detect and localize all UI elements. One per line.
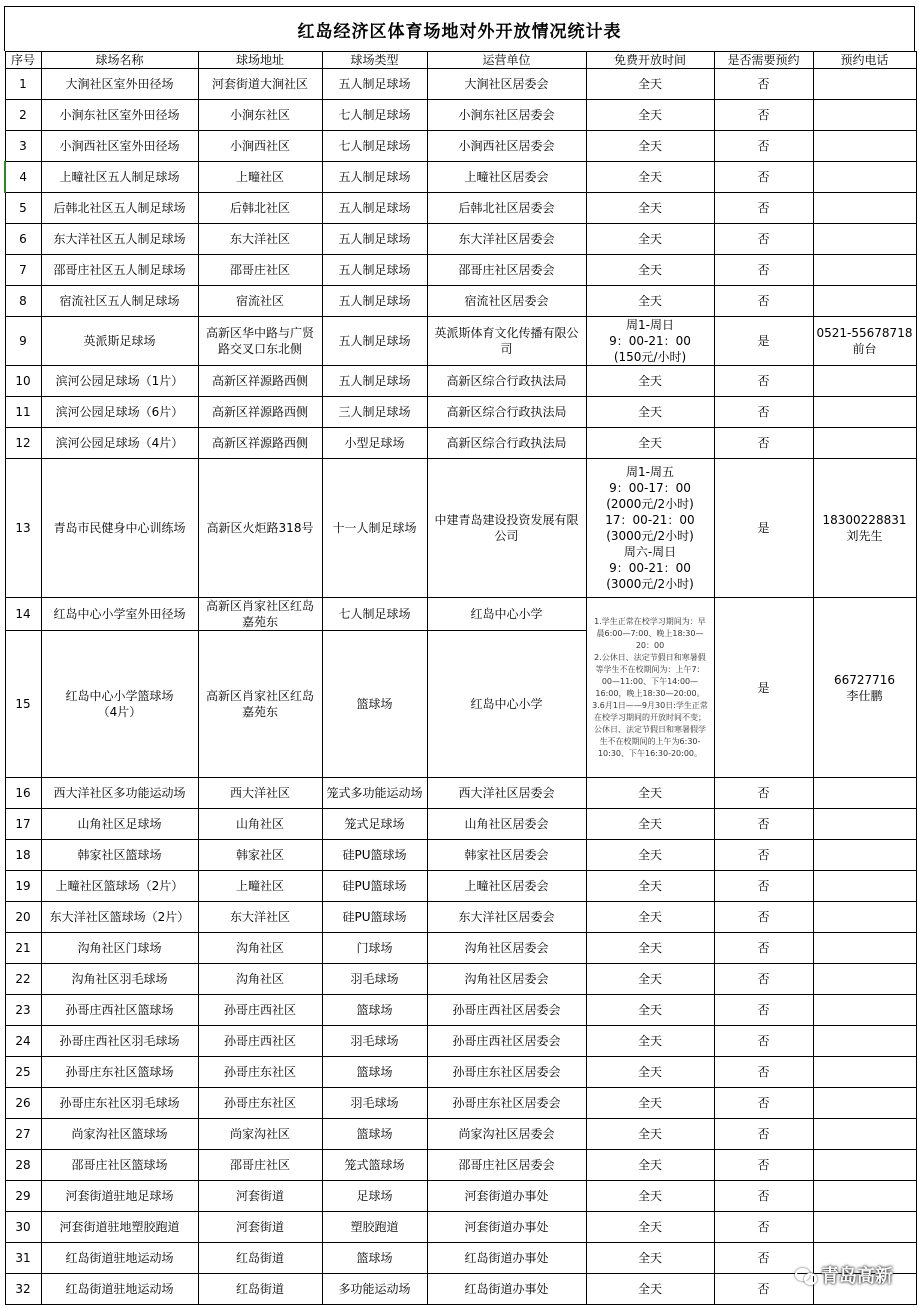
venue-type: 七人制足球场 bbox=[322, 131, 427, 162]
venue-name: 小涧东社区室外田径场 bbox=[41, 100, 198, 131]
table-row bbox=[5, 193, 916, 224]
open-hours: 全天 bbox=[586, 1150, 714, 1181]
row-number: 20 bbox=[5, 902, 41, 933]
venue-type: 笼式足球场 bbox=[322, 809, 427, 840]
reservation-required: 否 bbox=[714, 778, 813, 809]
open-hours: 全天 bbox=[586, 840, 714, 871]
table-row bbox=[5, 1119, 916, 1150]
venue-type: 五人制足球场 bbox=[322, 366, 427, 397]
venue-type: 笼式篮球场 bbox=[322, 1150, 427, 1181]
table-row bbox=[5, 397, 916, 428]
operator: 邵哥庄社区居委会 bbox=[427, 1150, 586, 1181]
open-hours: 全天 bbox=[586, 1119, 714, 1150]
reservation-phone bbox=[813, 1088, 916, 1119]
reservation-required: 否 bbox=[714, 840, 813, 871]
operator: 东大洋社区居委会 bbox=[427, 224, 586, 255]
row-number: 8 bbox=[5, 286, 41, 317]
operator: 红岛街道办事处 bbox=[427, 1274, 586, 1305]
table-row bbox=[5, 598, 916, 631]
operator: 邵哥庄社区居委会 bbox=[427, 255, 586, 286]
reservation-phone bbox=[813, 809, 916, 840]
row-number: 23 bbox=[5, 995, 41, 1026]
row-number: 19 bbox=[5, 871, 41, 902]
venue-type: 门球场 bbox=[322, 933, 427, 964]
operator: 后韩北社区居委会 bbox=[427, 193, 586, 224]
table-row bbox=[5, 366, 916, 397]
table-row bbox=[5, 964, 916, 995]
venue-name: 滨河公园足球场（4片） bbox=[41, 428, 198, 459]
reservation-phone bbox=[813, 933, 916, 964]
venue-type: 篮球场 bbox=[322, 995, 427, 1026]
row-number: 24 bbox=[5, 1026, 41, 1057]
operator: 西大洋社区居委会 bbox=[427, 778, 586, 809]
operator: 宿流社区居委会 bbox=[427, 286, 586, 317]
venue-address: 沟角社区 bbox=[198, 933, 322, 964]
venue-type: 笼式多功能运动场 bbox=[322, 778, 427, 809]
row-number: 25 bbox=[5, 1057, 41, 1088]
reservation-required: 否 bbox=[714, 809, 813, 840]
operator: 河套街道办事处 bbox=[427, 1181, 586, 1212]
reservation-phone bbox=[813, 778, 916, 809]
venue-type: 羽毛球场 bbox=[322, 964, 427, 995]
reservation-phone: 0521-55678718 前台 bbox=[813, 317, 916, 366]
reservation-required: 否 bbox=[714, 1181, 813, 1212]
venue-address: 孙哥庄西社区 bbox=[198, 995, 322, 1026]
venue-name: 英派斯足球场 bbox=[41, 317, 198, 366]
venue-type: 七人制足球场 bbox=[322, 598, 427, 631]
header-row bbox=[5, 52, 916, 69]
reservation-phone bbox=[813, 1181, 916, 1212]
operator: 英派斯体育文化传播有限公司 bbox=[427, 317, 586, 366]
open-hours: 全天 bbox=[586, 131, 714, 162]
venue-address: 高新区祥源路西侧 bbox=[198, 428, 322, 459]
venue-address: 高新区火炬路318号 bbox=[198, 459, 322, 598]
open-hours: 全天 bbox=[586, 286, 714, 317]
venue-type: 羽毛球场 bbox=[322, 1026, 427, 1057]
venue-address: 孙哥庄东社区 bbox=[198, 1088, 322, 1119]
table-title: 红岛经济区体育场地对外开放情况统计表 bbox=[4, 6, 915, 51]
reservation-phone bbox=[813, 871, 916, 902]
reservation-required: 否 bbox=[714, 286, 813, 317]
venue-address: 高新区祥源路西侧 bbox=[198, 366, 322, 397]
reservation-phone bbox=[813, 224, 916, 255]
venue-address: 邵哥庄社区 bbox=[198, 255, 322, 286]
table-row bbox=[5, 902, 916, 933]
open-hours: 全天 bbox=[586, 1057, 714, 1088]
table-row bbox=[5, 871, 916, 902]
reservation-required: 否 bbox=[714, 193, 813, 224]
reservation-phone bbox=[813, 286, 916, 317]
venue-type: 三人制足球场 bbox=[322, 397, 427, 428]
table-row bbox=[5, 162, 916, 193]
reservation-required: 否 bbox=[714, 933, 813, 964]
venue-name: 红岛中心小学室外田径场 bbox=[41, 598, 198, 631]
venue-name: 河套街道驻地塑胶跑道 bbox=[41, 1212, 198, 1243]
operator: 河套街道办事处 bbox=[427, 1212, 586, 1243]
reservation-phone bbox=[813, 162, 916, 193]
venue-address: 东大洋社区 bbox=[198, 224, 322, 255]
table-row bbox=[5, 255, 916, 286]
reservation-required: 否 bbox=[714, 871, 813, 902]
venue-name: 大涧社区室外田径场 bbox=[41, 69, 198, 100]
venue-name: 孙哥庄西社区篮球场 bbox=[41, 995, 198, 1026]
venue-address: 红岛街道 bbox=[198, 1243, 322, 1274]
statistics-sheet bbox=[4, 6, 915, 1305]
row-number: 18 bbox=[5, 840, 41, 871]
operator: 孙哥庄西社区居委会 bbox=[427, 995, 586, 1026]
operator: 中建青岛建设投资发展有限公司 bbox=[427, 459, 586, 598]
open-hours: 周1-周日 9：00-21：00 (150元/小时) bbox=[586, 317, 714, 366]
reservation-phone: 66727716 李仕鹏 bbox=[813, 598, 916, 778]
row-number: 4 bbox=[5, 162, 41, 193]
venue-name: 沟角社区门球场 bbox=[41, 933, 198, 964]
table-row bbox=[5, 428, 916, 459]
venue-name: 东大洋社区篮球场（2片） bbox=[41, 902, 198, 933]
reservation-required: 否 bbox=[714, 1026, 813, 1057]
reservation-required: 否 bbox=[714, 1057, 813, 1088]
venue-type: 足球场 bbox=[322, 1181, 427, 1212]
row-number: 1 bbox=[5, 69, 41, 100]
reservation-required: 是 bbox=[714, 317, 813, 366]
table-row bbox=[5, 1088, 916, 1119]
open-hours: 全天 bbox=[586, 428, 714, 459]
venue-type: 五人制足球场 bbox=[322, 69, 427, 100]
operator: 高新区综合行政执法局 bbox=[427, 428, 586, 459]
row-number: 15 bbox=[5, 631, 41, 778]
venue-name: 河套街道驻地足球场 bbox=[41, 1181, 198, 1212]
venue-table bbox=[4, 51, 917, 1305]
table-row bbox=[5, 1026, 916, 1057]
open-hours: 全天 bbox=[586, 193, 714, 224]
venue-name: 红岛街道驻地运动场 bbox=[41, 1243, 198, 1274]
operator: 山角社区居委会 bbox=[427, 809, 586, 840]
table-row bbox=[5, 1181, 916, 1212]
header-cell: 预约电话 bbox=[813, 52, 916, 69]
venue-address: 高新区祥源路西侧 bbox=[198, 397, 322, 428]
venue-name: 滨河公园足球场（1片） bbox=[41, 366, 198, 397]
operator: 上疃社区居委会 bbox=[427, 162, 586, 193]
venue-address: 小涧西社区 bbox=[198, 131, 322, 162]
row-number: 26 bbox=[5, 1088, 41, 1119]
venue-type: 篮球场 bbox=[322, 1119, 427, 1150]
venue-type: 硅PU篮球场 bbox=[322, 902, 427, 933]
operator: 高新区综合行政执法局 bbox=[427, 397, 586, 428]
reservation-phone bbox=[813, 1026, 916, 1057]
venue-name: 滨河公园足球场（6片） bbox=[41, 397, 198, 428]
reservation-required: 否 bbox=[714, 964, 813, 995]
venue-address: 西大洋社区 bbox=[198, 778, 322, 809]
venue-type: 五人制足球场 bbox=[322, 317, 427, 366]
reservation-phone bbox=[813, 131, 916, 162]
reservation-phone bbox=[813, 1057, 916, 1088]
venue-type: 五人制足球场 bbox=[322, 224, 427, 255]
venue-address: 河套街道 bbox=[198, 1212, 322, 1243]
venue-type: 五人制足球场 bbox=[322, 286, 427, 317]
venue-address: 高新区肖家社区红岛嘉苑东 bbox=[198, 631, 322, 778]
header-cell: 球场名称 bbox=[41, 52, 198, 69]
open-hours: 全天 bbox=[586, 1026, 714, 1057]
reservation-required: 否 bbox=[714, 397, 813, 428]
row-number: 6 bbox=[5, 224, 41, 255]
table-row bbox=[5, 224, 916, 255]
venue-address: 上疃社区 bbox=[198, 871, 322, 902]
header-cell: 序号 bbox=[5, 52, 41, 69]
open-hours: 全天 bbox=[586, 162, 714, 193]
reservation-required: 否 bbox=[714, 902, 813, 933]
operator: 高新区综合行政执法局 bbox=[427, 366, 586, 397]
venue-address: 红岛街道 bbox=[198, 1274, 322, 1305]
operator: 红岛中心小学 bbox=[427, 631, 586, 778]
operator: 孙哥庄东社区居委会 bbox=[427, 1057, 586, 1088]
header-cell: 球场类型 bbox=[322, 52, 427, 69]
reservation-required: 否 bbox=[714, 1274, 813, 1305]
venue-name: 东大洋社区五人制足球场 bbox=[41, 224, 198, 255]
open-hours: 全天 bbox=[586, 902, 714, 933]
table-row bbox=[5, 1243, 916, 1274]
table-row bbox=[5, 809, 916, 840]
row-number: 2 bbox=[5, 100, 41, 131]
venue-address: 沟角社区 bbox=[198, 964, 322, 995]
row-number: 28 bbox=[5, 1150, 41, 1181]
venue-type: 篮球场 bbox=[322, 1057, 427, 1088]
reservation-phone bbox=[813, 428, 916, 459]
venue-type: 小型足球场 bbox=[322, 428, 427, 459]
venue-name: 孙哥庄西社区羽毛球场 bbox=[41, 1026, 198, 1057]
open-hours: 1.学生正常在校学习期间为：早晨6:00—7:00、晚上18:30—20：00 2.公休日、法定节假日和寒暑假等学生不在校期间为：上午7：00—11:00、下午14:00—16:00，晚上18:30—20:00。 3.6月1日——9月30日:学生正常在校学习期间的开放时间不变；公休日、法定节假日和寒暑假学生不在校期间的上午为6:30-10:30、下午16:30-20:00。 bbox=[586, 598, 714, 778]
reservation-phone bbox=[813, 840, 916, 871]
reservation-required: 否 bbox=[714, 1150, 813, 1181]
operator: 红岛中心小学 bbox=[427, 598, 586, 631]
venue-address: 上疃社区 bbox=[198, 162, 322, 193]
table-row bbox=[5, 100, 916, 131]
operator: 上疃社区居委会 bbox=[427, 871, 586, 902]
reservation-phone bbox=[813, 964, 916, 995]
venue-name: 西大洋社区多功能运动场 bbox=[41, 778, 198, 809]
reservation-required: 是 bbox=[714, 459, 813, 598]
open-hours: 全天 bbox=[586, 1088, 714, 1119]
reservation-phone bbox=[813, 1150, 916, 1181]
table-row bbox=[5, 317, 916, 366]
header-cell: 免费开放时间 bbox=[586, 52, 714, 69]
reservation-required: 否 bbox=[714, 366, 813, 397]
operator: 尚家沟社区居委会 bbox=[427, 1119, 586, 1150]
venue-name: 沟角社区羽毛球场 bbox=[41, 964, 198, 995]
reservation-phone bbox=[813, 1212, 916, 1243]
open-hours: 全天 bbox=[586, 964, 714, 995]
reservation-phone bbox=[813, 100, 916, 131]
reservation-required: 否 bbox=[714, 428, 813, 459]
table-row bbox=[5, 778, 916, 809]
open-hours: 全天 bbox=[586, 933, 714, 964]
row-number: 7 bbox=[5, 255, 41, 286]
venue-name: 上疃社区篮球场（2片） bbox=[41, 871, 198, 902]
open-hours: 全天 bbox=[586, 255, 714, 286]
reservation-phone: 18300228831 刘先生 bbox=[813, 459, 916, 598]
table-row bbox=[5, 131, 916, 162]
venue-address: 高新区华中路与广贤路交叉口东北侧 bbox=[198, 317, 322, 366]
row-number: 17 bbox=[5, 809, 41, 840]
open-hours: 全天 bbox=[586, 397, 714, 428]
venue-address: 孙哥庄西社区 bbox=[198, 1026, 322, 1057]
table-row bbox=[5, 1150, 916, 1181]
reservation-required: 是 bbox=[714, 598, 813, 778]
venue-name: 青岛市民健身中心训练场 bbox=[41, 459, 198, 598]
venue-address: 河套街道 bbox=[198, 1181, 322, 1212]
venue-name: 宿流社区五人制足球场 bbox=[41, 286, 198, 317]
row-number: 13 bbox=[5, 459, 41, 598]
venue-name: 红岛街道驻地运动场 bbox=[41, 1274, 198, 1305]
operator: 韩家社区居委会 bbox=[427, 840, 586, 871]
reservation-phone bbox=[813, 193, 916, 224]
reservation-required: 否 bbox=[714, 131, 813, 162]
table-row bbox=[5, 286, 916, 317]
reservation-required: 否 bbox=[714, 1243, 813, 1274]
row-number: 12 bbox=[5, 428, 41, 459]
table-row bbox=[5, 1274, 916, 1305]
header-cell: 运营单位 bbox=[427, 52, 586, 69]
watermark bbox=[795, 1262, 893, 1288]
row-number: 32 bbox=[5, 1274, 41, 1305]
venue-name: 尚家沟社区篮球场 bbox=[41, 1119, 198, 1150]
reservation-required: 否 bbox=[714, 1212, 813, 1243]
venue-type: 羽毛球场 bbox=[322, 1088, 427, 1119]
reservation-phone bbox=[813, 397, 916, 428]
operator: 红岛街道办事处 bbox=[427, 1243, 586, 1274]
reservation-phone bbox=[813, 69, 916, 100]
venue-address: 东大洋社区 bbox=[198, 902, 322, 933]
venue-address: 山角社区 bbox=[198, 809, 322, 840]
reservation-phone bbox=[813, 366, 916, 397]
venue-name: 韩家社区篮球场 bbox=[41, 840, 198, 871]
venue-address: 韩家社区 bbox=[198, 840, 322, 871]
open-hours: 全天 bbox=[586, 778, 714, 809]
row-number: 21 bbox=[5, 933, 41, 964]
row-number: 14 bbox=[5, 598, 41, 631]
venue-name: 邵哥庄社区篮球场 bbox=[41, 1150, 198, 1181]
table-row bbox=[5, 840, 916, 871]
operator: 沟角社区居委会 bbox=[427, 933, 586, 964]
open-hours: 全天 bbox=[586, 366, 714, 397]
row-number: 27 bbox=[5, 1119, 41, 1150]
operator: 孙哥庄西社区居委会 bbox=[427, 1026, 586, 1057]
venue-name: 邵哥庄社区五人制足球场 bbox=[41, 255, 198, 286]
venue-name: 小涧西社区室外田径场 bbox=[41, 131, 198, 162]
operator: 小涧西社区居委会 bbox=[427, 131, 586, 162]
venue-type: 篮球场 bbox=[322, 631, 427, 778]
venue-address: 邵哥庄社区 bbox=[198, 1150, 322, 1181]
reservation-required: 否 bbox=[714, 224, 813, 255]
row-number: 16 bbox=[5, 778, 41, 809]
reservation-required: 否 bbox=[714, 1119, 813, 1150]
venue-type: 多功能运动场 bbox=[322, 1274, 427, 1305]
header-cell: 是否需要预约 bbox=[714, 52, 813, 69]
reservation-phone bbox=[813, 995, 916, 1026]
row-number: 31 bbox=[5, 1243, 41, 1274]
watermark-text: 青岛高新 bbox=[821, 1266, 893, 1287]
table-row bbox=[5, 69, 916, 100]
row-number: 22 bbox=[5, 964, 41, 995]
open-hours: 全天 bbox=[586, 1243, 714, 1274]
venue-address: 小涧东社区 bbox=[198, 100, 322, 131]
row-number: 11 bbox=[5, 397, 41, 428]
venue-address: 高新区肖家社区红岛嘉苑东 bbox=[198, 598, 322, 631]
venue-type: 塑胶跑道 bbox=[322, 1212, 427, 1243]
venue-address: 宿流社区 bbox=[198, 286, 322, 317]
operator: 孙哥庄东社区居委会 bbox=[427, 1088, 586, 1119]
reservation-phone bbox=[813, 1119, 916, 1150]
operator: 小涧东社区居委会 bbox=[427, 100, 586, 131]
operator: 大涧社区居委会 bbox=[427, 69, 586, 100]
venue-type: 七人制足球场 bbox=[322, 100, 427, 131]
open-hours: 全天 bbox=[586, 871, 714, 902]
venue-address: 河套街道大涧社区 bbox=[198, 69, 322, 100]
row-number: 29 bbox=[5, 1181, 41, 1212]
open-hours: 全天 bbox=[586, 1274, 714, 1305]
wechat-icon bbox=[795, 1267, 815, 1283]
venue-type: 五人制足球场 bbox=[322, 162, 427, 193]
row-number: 9 bbox=[5, 317, 41, 366]
venue-type: 五人制足球场 bbox=[322, 193, 427, 224]
operator: 沟角社区居委会 bbox=[427, 964, 586, 995]
table-row bbox=[5, 1057, 916, 1088]
reservation-required: 否 bbox=[714, 1088, 813, 1119]
reservation-phone bbox=[813, 902, 916, 933]
open-hours: 全天 bbox=[586, 69, 714, 100]
open-hours: 全天 bbox=[586, 995, 714, 1026]
row-number: 30 bbox=[5, 1212, 41, 1243]
open-hours: 全天 bbox=[586, 1212, 714, 1243]
open-hours: 全天 bbox=[586, 809, 714, 840]
operator: 东大洋社区居委会 bbox=[427, 902, 586, 933]
reservation-required: 否 bbox=[714, 100, 813, 131]
row-number: 3 bbox=[5, 131, 41, 162]
open-hours: 周1-周五 9：00-17：00 (2000元/2小时) 17：00-21：00 (3000元/2小时) 周六-周日 9：00-21：00 (3000元/2小时) bbox=[586, 459, 714, 598]
table-row bbox=[5, 1212, 916, 1243]
row-number: 5 bbox=[5, 193, 41, 224]
venue-address: 孙哥庄东社区 bbox=[198, 1057, 322, 1088]
venue-type: 十一人制足球场 bbox=[322, 459, 427, 598]
open-hours: 全天 bbox=[586, 224, 714, 255]
venue-name: 山角社区足球场 bbox=[41, 809, 198, 840]
reservation-required: 否 bbox=[714, 69, 813, 100]
venue-address: 后韩北社区 bbox=[198, 193, 322, 224]
reservation-required: 否 bbox=[714, 162, 813, 193]
table-row bbox=[5, 995, 916, 1026]
table-body bbox=[5, 69, 916, 1305]
table-row bbox=[5, 459, 916, 598]
venue-address: 尚家沟社区 bbox=[198, 1119, 322, 1150]
venue-name: 后韩北社区五人制足球场 bbox=[41, 193, 198, 224]
venue-type: 硅PU篮球场 bbox=[322, 840, 427, 871]
venue-type: 篮球场 bbox=[322, 1243, 427, 1274]
row-number: 10 bbox=[5, 366, 41, 397]
reservation-phone bbox=[813, 255, 916, 286]
venue-name: 上疃社区五人制足球场 bbox=[41, 162, 198, 193]
venue-name: 孙哥庄东社区篮球场 bbox=[41, 1057, 198, 1088]
reservation-required: 否 bbox=[714, 255, 813, 286]
venue-name: 孙哥庄东社区羽毛球场 bbox=[41, 1088, 198, 1119]
header-cell: 球场地址 bbox=[198, 52, 322, 69]
reservation-required: 否 bbox=[714, 995, 813, 1026]
venue-type: 五人制足球场 bbox=[322, 255, 427, 286]
open-hours: 全天 bbox=[586, 1181, 714, 1212]
venue-type: 硅PU篮球场 bbox=[322, 871, 427, 902]
venue-name: 红岛中心小学篮球场 （4片） bbox=[41, 631, 198, 778]
table-row bbox=[5, 933, 916, 964]
open-hours: 全天 bbox=[586, 100, 714, 131]
